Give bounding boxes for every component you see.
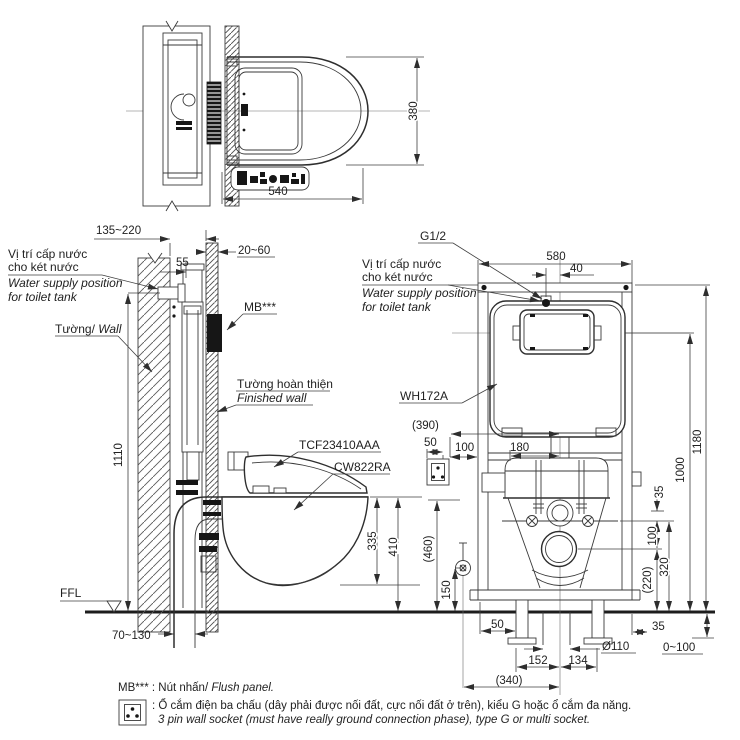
dim-340: (340) [495,675,523,687]
dim-100-right: 100 [647,526,659,546]
frame-leg-left [516,600,528,638]
supply-label-en-1: Water supply position [8,276,123,290]
supply-label-vi-1: Vị trí cấp nước [8,247,88,261]
dim-35-top: 35 [654,485,666,499]
plan-linework [126,21,430,211]
dim-152: 152 [528,655,548,667]
bowl-model-label: CW822RA [334,460,391,474]
ffl-marker-icon [107,601,121,612]
tank-model-label: WH172A [400,389,449,403]
dim-0-100: 0~100 [663,642,696,654]
dim-460: (460) [423,535,435,563]
frame-top-rail [478,283,632,292]
socket-note-icon [119,700,146,725]
wall-label-vi: Tường/ [55,322,99,336]
dim-580: 580 [546,251,566,263]
dim-1110: 1110 [113,443,125,467]
dim-380: 380 [408,101,420,121]
supply-point [542,299,550,307]
supply-label-en-2: for toilet tank [8,290,77,304]
mounting-plate-plan [207,82,221,144]
front-supply-vi-1: Vị trí cấp nước [362,257,442,271]
finished-wall-label-vi: Tường hoàn thiện [237,377,333,391]
dim-320: 320 [659,557,671,577]
supply-label-vi-2: cho két nước [8,260,79,274]
front-linework [427,258,690,695]
dim-40: 40 [570,263,583,275]
dim-35-bottom: 35 [652,621,665,633]
dim-55: 55 [176,257,189,269]
wall-socket-icon [427,459,449,485]
tank-section [182,302,203,452]
thread-label: G1/2 [420,229,447,243]
wall-label [55,322,122,336]
socket-note-en: 3 pin wall socket (must have really ground connection phase), type G or multi socket. [158,714,591,726]
dim-dia110: Ø110 [602,641,630,653]
front-supply-en-1: Water supply position [362,286,477,300]
front-supply-vi-2: cho két nước [362,270,433,284]
dim-100-top: 100 [455,442,475,454]
dim-135-220: 135~220 [96,225,142,237]
dim-1000: 1000 [675,457,687,483]
plan-view [126,21,430,211]
wall-section [138,258,170,632]
frame-leg-right [592,600,604,638]
dim-50-bottom: 50 [491,619,504,631]
dim-1180: 1180 [692,429,704,455]
front-supply-en-2: for toilet tank [362,300,431,314]
finished-wall-section [206,243,218,632]
dim-180: 180 [510,442,530,454]
dim-390: (390) [412,420,439,432]
front-view [362,229,714,695]
dim-410: 410 [388,537,400,557]
socket-note-vi: : Ổ cắm điện ba chấu (dây phải được nối đất, cực nối đất ở trên), kiểu G hoặc ổ cắm đa năng. [152,700,632,712]
drain-outlet [542,532,577,567]
notes [118,682,631,726]
flush-note-ref: MB*** [118,682,149,694]
finished-wall-label-en: Finished wall [237,391,307,405]
dim-134: 134 [568,655,588,667]
dim-20-60: 20~60 [238,245,271,257]
dim-540: 540 [268,186,288,198]
flush-note-en: Flush panel. [211,682,274,694]
dim-150: 150 [441,580,453,600]
stop-valve-icon [456,543,471,688]
dim-70-130: 70~130 [112,630,151,642]
flush-note-vi: : Nút nhấn/ [148,682,212,694]
mb-ref-label: MB*** [244,300,277,314]
bowl-body-side [222,497,368,585]
dim-50-top: 50 [424,437,437,449]
tank-plan [163,33,202,185]
dim-335: 335 [367,531,379,551]
flush-panel-note [118,682,274,694]
dim-220: (220) [642,566,654,594]
ffl-label: FFL [60,586,82,600]
flush-panel-section [207,314,222,352]
seat-model-label: TCF23410AAA [299,438,380,452]
wall-label-en: Wall [98,322,122,336]
section-view [8,225,422,648]
